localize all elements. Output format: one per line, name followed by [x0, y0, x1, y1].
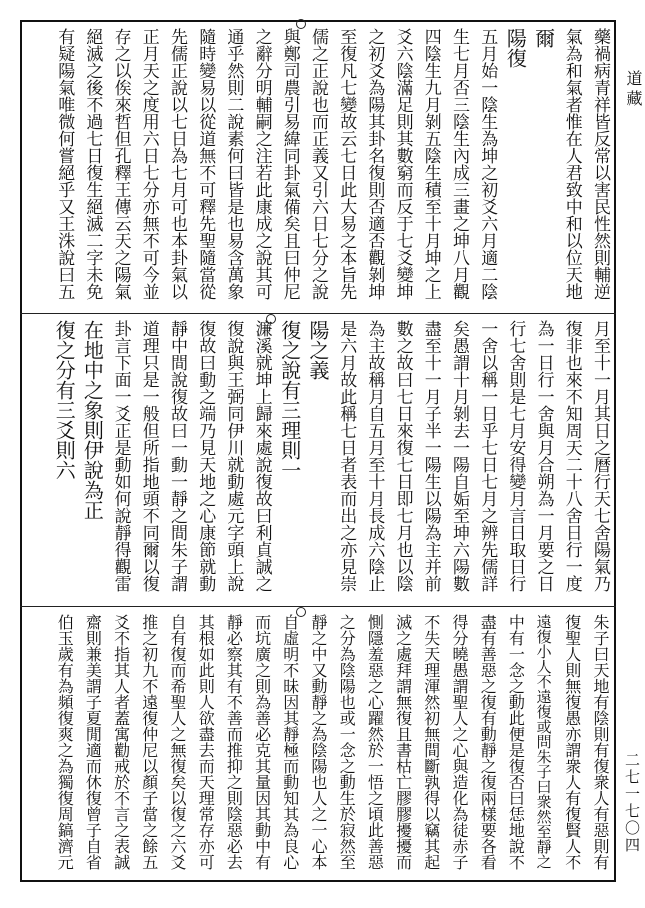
text-column: 卦言下面一爻正是動如何說靜得觀雷 — [110, 320, 131, 592]
text-column: 得分曉愚謂聖人之心與造化為徒赤子 — [450, 614, 469, 870]
text-column: 盡有善惡之復有動靜之復兩樣要各看 — [478, 614, 498, 870]
text-column: 復聖人則無復愚亦謂衆人有復賢人不 — [562, 614, 582, 870]
text-column: 道理只是一般但所指地頭不同爾以復 — [138, 320, 159, 592]
text-column: 生七月否三陰生內成三畫之坤八月觀 — [449, 28, 469, 300]
text-column: 爻六陰滿足則其數窮而反于七爻變坤 — [392, 28, 413, 300]
text-column: 復故曰動之端乃見天地之心康節就動 — [195, 320, 216, 592]
text-column: 中有一念之動此便是復否曰恁地說不 — [506, 614, 526, 870]
text-column: 矣愚謂十月剝去一陽自姤至坤六陽數 — [449, 320, 469, 592]
text-column: 而坑廣之則為善必克其量因其動中有 — [252, 614, 272, 870]
text-column: 為一日行一舍與月合朔為一月要之日 — [533, 320, 554, 592]
text-column: 在地中之象則伊說為正 — [80, 320, 105, 520]
text-column: 不失天理渾然初無間斷孰得以竊其起 — [421, 614, 441, 870]
text-column: 一舍以稱一日乎七日七月之辨先儒詳 — [477, 320, 498, 592]
text-column: 藥禍病青祥皆反常以害民性然則輔逆 — [590, 28, 610, 300]
text-column: 靜必察其有不善而推抑之則陰惡必去 — [224, 614, 244, 870]
text-column: 伯玉歲有為頻復爽之為獨復周鎬濟元 — [55, 614, 75, 870]
text-column: 為主故稱月自五月至十月長成六陰止 — [364, 320, 385, 592]
text-column: 與鄭司農引易緯同卦氣備矣且曰仲尼 — [279, 28, 300, 300]
text-column: 靜中間說復故曰一動一靜之間朱子謂 — [167, 320, 187, 592]
text-column: 之初爻為陽其卦名復則否適否觀剝坤 — [364, 28, 385, 300]
page-number: 二七一七〇四 — [623, 752, 641, 854]
text-column: 絕滅之後不過七日復生絕滅二字未免 — [82, 28, 103, 300]
section-divider-2 — [20, 606, 616, 607]
text-column: 自虛明不昧因其靜極而動知其為良心 — [280, 614, 300, 870]
text-column: 復之說有三理則一 — [277, 320, 302, 480]
text-column: 滅之處拜謂無復且書枯亡膠膠擾擾而 — [393, 614, 413, 870]
text-column: 是六月故此稱七日者表而出之亦見崇 — [336, 320, 357, 592]
text-column: 正月天之度用六日七分亦無不可今並 — [138, 28, 159, 300]
text-column: 復說與王弼同伊川就動處元字頭上說 — [223, 320, 244, 592]
text-column: 惻隱羞惡之心躍然於一悟之頃此善惡 — [365, 614, 385, 870]
text-column: 之分為陰陽也或一念之動生於寂然至 — [337, 614, 357, 870]
text-column: 有疑陽氣唯微何嘗絕乎又王洙說曰五 — [54, 28, 75, 300]
text-column: 齋則兼美謂子夏閒適而休復曾子自省 — [83, 614, 103, 870]
text-column: 存之以俟來哲但孔釋王傳云天之陽氣 — [110, 28, 131, 300]
section-divider-1 — [20, 313, 616, 314]
text-column: 朱子曰天地有陰則有復衆人有惡則有 — [591, 614, 610, 870]
text-column: 遠復小人不遠復或問朱子曰衆然至靜之 — [534, 614, 553, 869]
text-column: 復之分有三爻則六 — [52, 320, 77, 480]
side-title: 道藏 — [624, 70, 643, 110]
text-column: 復非也來不知周天二十八舍日行一度 — [561, 320, 582, 592]
text-column: 先儒正說以七日為七月可也本卦氣以 — [167, 28, 187, 300]
text-column: 四陰生九月剝五陰生積至十月坤之上 — [420, 28, 441, 300]
text-column: 推之初九不遠復仲尼以顏子當之餘五 — [139, 614, 159, 870]
text-column: 爻不指其人者蓋寓勸戒於不言之表誠 — [111, 614, 131, 870]
text-column: 濂溪就坤上歸來處說復故曰利貞誠之 — [251, 320, 272, 592]
text-column: 儒之正說也而正義又引六日七分之說 — [308, 28, 328, 300]
text-column: 盡至十一月子半一陽生以陽為主并前 — [420, 320, 441, 592]
text-column: 其根如此則人欲盡去而天理常存亦可 — [196, 614, 216, 870]
text-column: 行七舍則是七月安得變月言日取日行 — [505, 320, 526, 592]
text-column: 通乎然則二說素何曰皆是也易含萬象 — [223, 28, 244, 300]
text-column: 月至十一月其日之曆行天七舍陽氣乃 — [590, 320, 610, 592]
text-column: 爾 — [531, 28, 556, 48]
text-column: 陽復 — [503, 28, 528, 68]
text-column: 至復凡七變故云七日此大易之本旨先 — [336, 28, 357, 300]
text-column: 自有復而希聖人之無復矣以復之六爻 — [168, 614, 187, 870]
text-column: 五月始一陰生為坤之初爻六月適二陰 — [477, 28, 498, 300]
text-column: 靜之中又動靜之為陰陽也人之一心本 — [309, 614, 328, 870]
text-column: 隨時變易以從道無不可釋先聖隨當從 — [195, 28, 216, 300]
text-column: 數之故曰七日來復七日即七月也以陰 — [392, 320, 413, 592]
text-column: 陽之義 — [306, 320, 330, 380]
text-column: 之辭分明輔嗣之注若此康成之說其可 — [251, 28, 272, 300]
text-column: 氣為和氣者惟在人君致中和以位天地 — [561, 28, 582, 300]
